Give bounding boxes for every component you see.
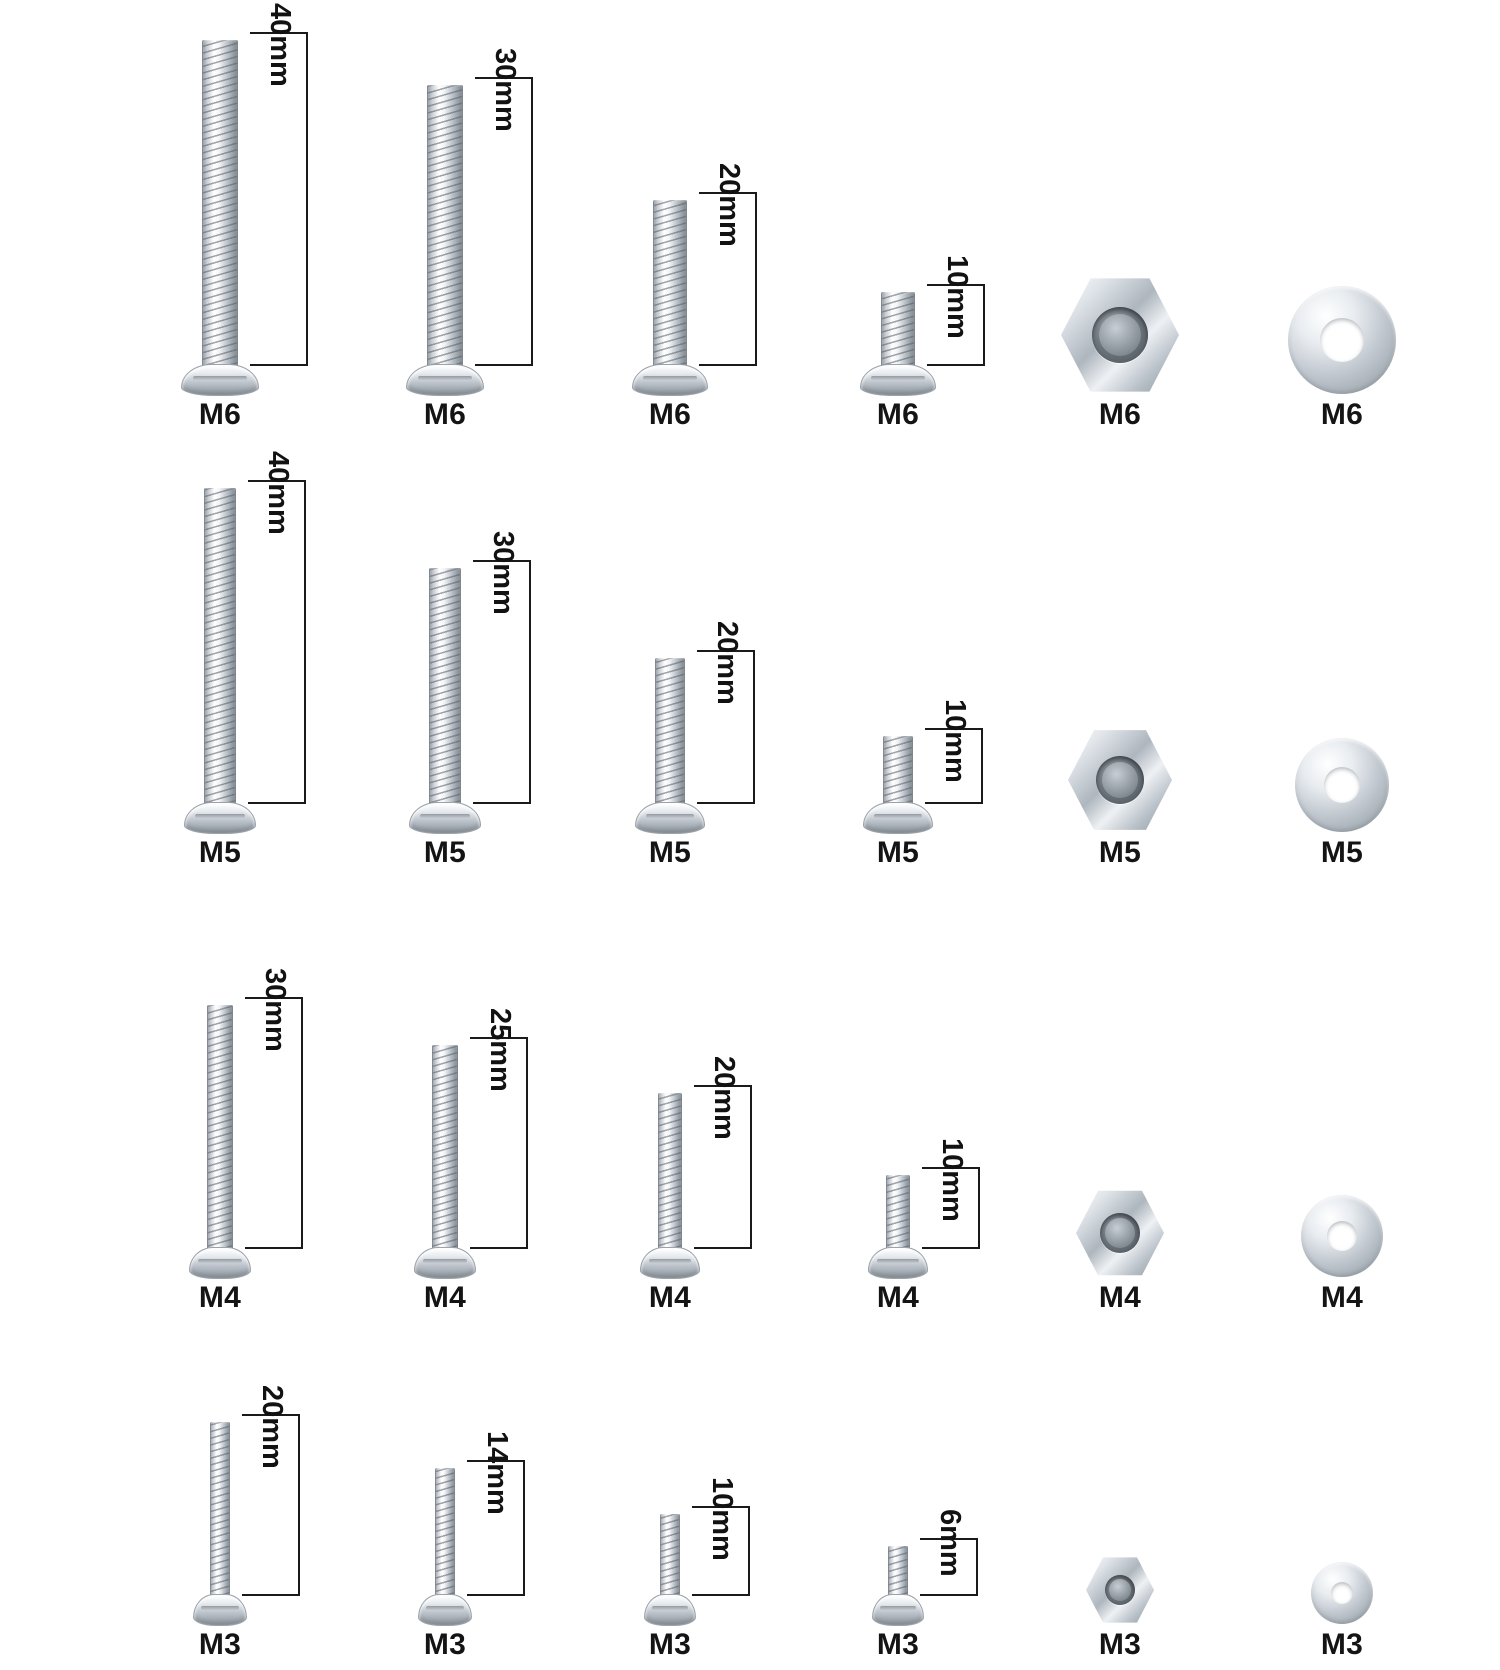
screw-pan-head [863, 802, 933, 834]
screw-body [190, 1001, 250, 1279]
screw-artwork [110, 3, 330, 396]
screw-pan-head [872, 1594, 924, 1626]
screw-body [864, 732, 932, 834]
screw-pan-head [181, 364, 259, 396]
washer-artwork [1232, 448, 1452, 834]
screw-body [407, 81, 483, 396]
item-m3-screw-0 [110, 1240, 330, 1670]
thread-size-label: M5 [423, 836, 467, 869]
screw-artwork [788, 893, 1008, 1279]
screw-artwork [560, 10, 780, 396]
item-m6-screw-1 [335, 10, 555, 440]
washer-artwork [1232, 1240, 1452, 1626]
screw-pan-head [193, 1594, 247, 1626]
item-m5-screw-2 [560, 448, 780, 878]
screw-body [410, 564, 480, 834]
size-row-m3 [0, 1240, 1500, 1670]
dimension-label: 25mm [484, 1008, 516, 1092]
screw-artwork [335, 893, 555, 1279]
thread-size-label: M5 [198, 836, 242, 869]
thread-size-label: M3 [648, 1628, 692, 1661]
thread-size-label: M4 [423, 1281, 467, 1314]
flat-washer [1295, 738, 1389, 832]
dimension-label: 10mm [939, 699, 971, 783]
nut-artwork [1010, 448, 1230, 834]
washer-ring [1311, 1562, 1373, 1624]
thread-size-label: M6 [1320, 398, 1364, 431]
washer-artwork [1232, 10, 1452, 396]
dimension-label: 10mm [941, 255, 973, 339]
thread-size-label: M3 [1098, 1628, 1142, 1661]
washer-hole [1320, 318, 1364, 362]
screw-artwork [788, 1240, 1008, 1626]
dimension-label: 40mm [262, 451, 294, 535]
item-m3-washer-5 [1232, 1240, 1452, 1670]
hex-nut-hole [1105, 1575, 1135, 1605]
screw-body [645, 1510, 695, 1626]
screw-artwork [335, 10, 555, 396]
screw-threaded-shaft [660, 1514, 680, 1600]
screw-body [185, 484, 255, 834]
thread-size-label: M3 [423, 1628, 467, 1661]
washer-ring [1288, 286, 1396, 394]
hex-nut [1068, 728, 1172, 832]
flat-washer [1288, 286, 1396, 394]
screw-threaded-shaft [204, 488, 236, 808]
thread-size-label: M4 [876, 1281, 920, 1314]
screw-threaded-shaft [888, 1546, 908, 1600]
dimension-label: 30mm [487, 531, 519, 615]
screw-artwork [110, 893, 330, 1279]
dimension-label: 20mm [713, 163, 745, 247]
screw-threaded-shaft [655, 658, 685, 808]
screw-pan-head [418, 1594, 472, 1626]
item-m6-nut-4 [1010, 10, 1230, 440]
thread-size-label: M3 [876, 1628, 920, 1661]
screw-threaded-shaft [653, 200, 687, 370]
item-m6-screw-3 [788, 10, 1008, 440]
thread-size-label: M4 [1320, 1281, 1364, 1314]
screw-threaded-shaft [207, 1005, 233, 1253]
item-m6-screw-2 [560, 10, 780, 440]
screw-body [636, 654, 704, 834]
screw-body [419, 1464, 471, 1626]
screw-pan-head [644, 1594, 696, 1626]
screw-artwork [788, 448, 1008, 834]
item-m5-screw-1 [335, 448, 555, 878]
screw-threaded-shaft [429, 568, 461, 808]
screw-pan-head [406, 364, 484, 396]
nut-artwork [1010, 893, 1230, 1279]
screw-artwork [110, 1240, 330, 1626]
screw-threaded-shaft [202, 40, 238, 370]
hex-nut-hole [1096, 756, 1144, 804]
dimension-label: 20mm [711, 621, 743, 705]
item-m5-nut-4 [1010, 448, 1230, 878]
dimension-label: 10mm [706, 1477, 738, 1561]
thread-size-label: M5 [1320, 836, 1364, 869]
washer-hole [1324, 767, 1360, 803]
screw-body [873, 1542, 923, 1626]
screw-body [633, 196, 707, 396]
screw-artwork [335, 1240, 555, 1626]
screw-threaded-shaft [658, 1093, 682, 1253]
item-m5-screw-0 [110, 448, 330, 878]
item-m5-washer-5 [1232, 448, 1452, 878]
screw-pan-head [860, 364, 936, 396]
dimension-label: 30mm [259, 968, 291, 1052]
thread-size-label: M6 [1098, 398, 1142, 431]
dimension-label: 20mm [708, 1056, 740, 1140]
screw-threaded-shaft [427, 85, 463, 370]
hex-nut [1086, 1556, 1154, 1624]
dimension-label: 6mm [934, 1509, 966, 1577]
thread-size-label: M6 [423, 398, 467, 431]
screw-artwork [560, 893, 780, 1279]
nut-artwork [1010, 10, 1230, 396]
dimension-label: 20mm [256, 1385, 288, 1469]
screw-body [194, 1418, 246, 1626]
flat-washer [1311, 1562, 1373, 1624]
item-m6-screw-0 [110, 3, 330, 440]
screw-pan-head [632, 364, 708, 396]
item-m3-nut-4 [1010, 1240, 1230, 1670]
item-m5-screw-3 [788, 448, 1008, 878]
size-row-m5 [0, 448, 1500, 878]
screw-body [182, 36, 258, 396]
thread-size-label: M4 [1098, 1281, 1142, 1314]
item-m6-washer-5 [1232, 10, 1452, 440]
screw-artwork [335, 448, 555, 834]
screw-threaded-shaft [883, 736, 913, 808]
thread-size-label: M4 [648, 1281, 692, 1314]
screw-threaded-shaft [881, 292, 915, 370]
item-m3-screw-2 [560, 1240, 780, 1670]
screw-threaded-shaft [435, 1468, 455, 1600]
thread-size-label: M6 [648, 398, 692, 431]
item-m3-screw-1 [335, 1240, 555, 1670]
screw-body [861, 288, 935, 396]
thread-size-label: M5 [1098, 836, 1142, 869]
screw-artwork [110, 448, 330, 834]
screw-pan-head [409, 802, 481, 834]
dimension-label: 14mm [481, 1431, 513, 1515]
size-row-m6 [0, 3, 1500, 440]
hex-nut [1061, 276, 1179, 394]
thread-size-label: M3 [198, 1628, 242, 1661]
thread-size-label: M5 [648, 836, 692, 869]
item-m3-screw-3 [788, 1240, 1008, 1670]
dimension-label: 40mm [264, 3, 296, 87]
screw-threaded-shaft [432, 1045, 458, 1253]
washer-artwork [1232, 893, 1452, 1279]
thread-size-label: M6 [198, 398, 242, 431]
thread-size-label: M6 [876, 398, 920, 431]
thread-size-label: M4 [198, 1281, 242, 1314]
screw-artwork [560, 1240, 780, 1626]
screw-artwork [560, 448, 780, 834]
screw-artwork [788, 10, 1008, 396]
hex-nut-hole [1092, 307, 1148, 363]
screw-pan-head [635, 802, 705, 834]
washer-hole [1331, 1582, 1353, 1604]
dimension-label: 10mm [936, 1138, 968, 1222]
thread-size-label: M5 [876, 836, 920, 869]
screw-pan-head [184, 802, 256, 834]
thread-size-label: M3 [1320, 1628, 1364, 1661]
nut-artwork [1010, 1240, 1230, 1626]
dimension-label: 30mm [489, 48, 521, 132]
screw-threaded-shaft [210, 1422, 230, 1600]
washer-ring [1295, 738, 1389, 832]
